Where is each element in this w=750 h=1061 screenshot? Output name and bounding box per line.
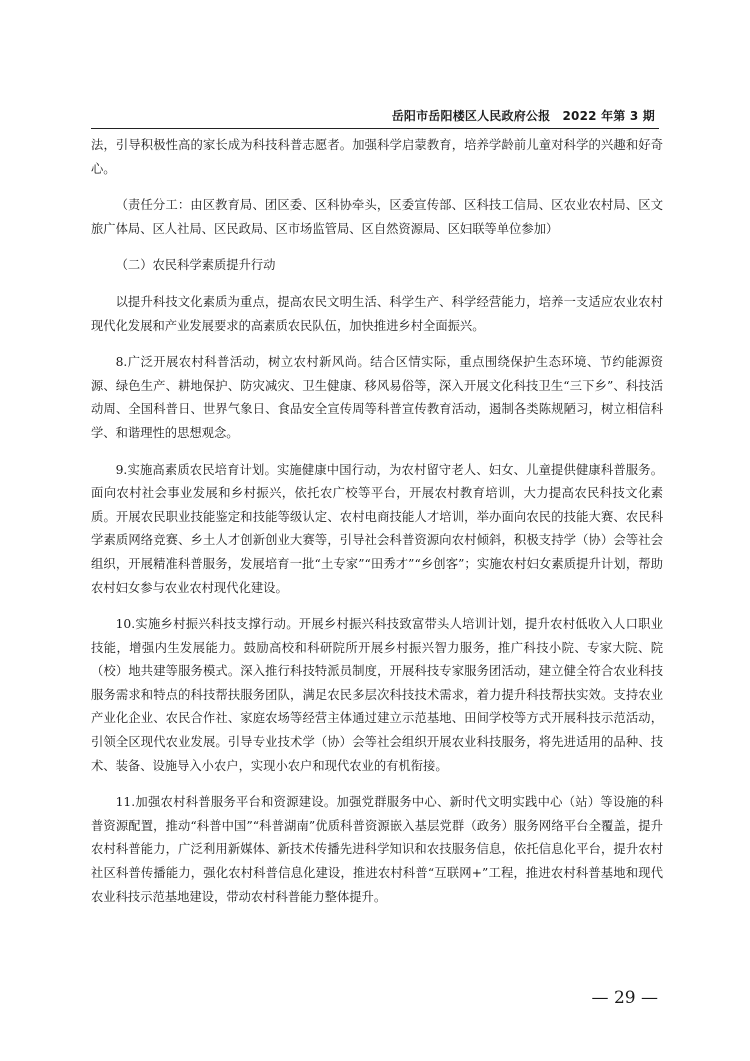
page-header (91, 106, 659, 129)
publication-title: 岳阳市岳阳楼区人民政府公报 2022 年第 3 期 (391, 109, 655, 123)
paragraph-item-8: 8.广泛开展农村科普活动，树立农村新风尚。结合区情实际，重点围绕保护生态环境、节约能源资源、绿色生产、耕地保护、防灾减灾、卫生健康、移风易俗等，深入开展文化科技卫生“三下乡”、科技活动周、全国科普日、世界气象日、食品安全宣传周等科普宣传教育活动，遏制各类陈规陋习，树立相信科学、和谐理性的思想观念。 (91, 355, 663, 440)
paragraph-item-9: 9.实施高素质农民培育计划。实施健康中国行动，为农村留守老人、妇女、儿童提供健康科普服务。面向农村社会事业发展和乡村振兴，依托农广校等平台，开展农村教育培训，大力提高农民科技文化素质。开展农民职业技能鉴定和技能等级认定、农村电商技能人才培训，举办面向农民的技能大赛、农民科学素质网络竞赛、乡土人才创新创业大赛等，引导社会科普资源向农村倾斜，积极支持学（协）会等社会组织，开展精准科普服务，发展培育一批“土专家”“田秀才”“乡创客”；实施农村妇女素质提升计划，帮助农村妇女参与农业农村现代化建设。 (91, 462, 663, 595)
document-body (91, 134, 663, 922)
section-heading: （二）农民科学素质提升行动 (115, 258, 276, 273)
paragraph-responsibility: （责任分工：由区教育局、团区委、区科协牵头，区委宣传部、区科技工信局、区农业农村局、区文旅广体局、区人社局、区民政局、区市场监管局、区自然资源局、区妇联等单位参加） (91, 198, 663, 236)
paragraph-item-10: 10.实施乡村振兴科技支撑行动。开展乡村振兴科技致富带头人培训计划，提升农村低收入人口职业技能，增强内生发展能力。鼓励高校和科研院所开展乡村振兴智力服务，推广科技小院、专家大院、院（校）地共建等服务模式。深入推行科技特派员制度，开展科技专家服务团活动，建立健全符合农业科技服务需求和特点的科技帮扶服务团队，满足农民多层次科技技术需求，着力提升科技帮扶实效。支持农业产业化企业、农民合作社、家庭农场等经营主体通过建立示范基地、田间学校等方式开展科技示范活动，引领全区现代农业发展。引导专业技术学（协）会等社会组织开展农业科技服务，将先进适用的品种、技术、装备、设施导入小农户，实现小农户和现代农业的有机衔接。 (91, 617, 663, 773)
paragraph-intro: 以提升科技文化素质为重点，提高农民文明生活、科学生产、科学经营能力，培养一支适应农业农村现代化发展和产业发展要求的高素质农民队伍，加快推进乡村全面振兴。 (91, 294, 663, 333)
page-number: — 29 — (591, 988, 658, 1008)
paragraph-continuation: 法，引导积极性高的家长成为科技科普志愿者。加强科学启蒙教育，培养学龄前儿童对科学的兴趣和好奇心。 (91, 138, 663, 176)
paragraph-item-11: 11.加强农村科普服务平台和资源建设。加强党群服务中心、新时代文明实践中心（站）等设施的科普资源配置，推动“科普中国”“科普湖南”优质科普资源嵌入基层党群（政务）服务网络平台全覆盖，提升农村科普能力，广泛利用新媒体、新技术传播先进科学知识和农技服务信息，依托信息化平台，提升农村社区科普传播能力，强化农村科普信息化建设，推进农村科普“互联网+”工程，推进农村科普基地和现代农业科技示范基地建设，带动农村科普能力整体提升。 (91, 795, 663, 904)
